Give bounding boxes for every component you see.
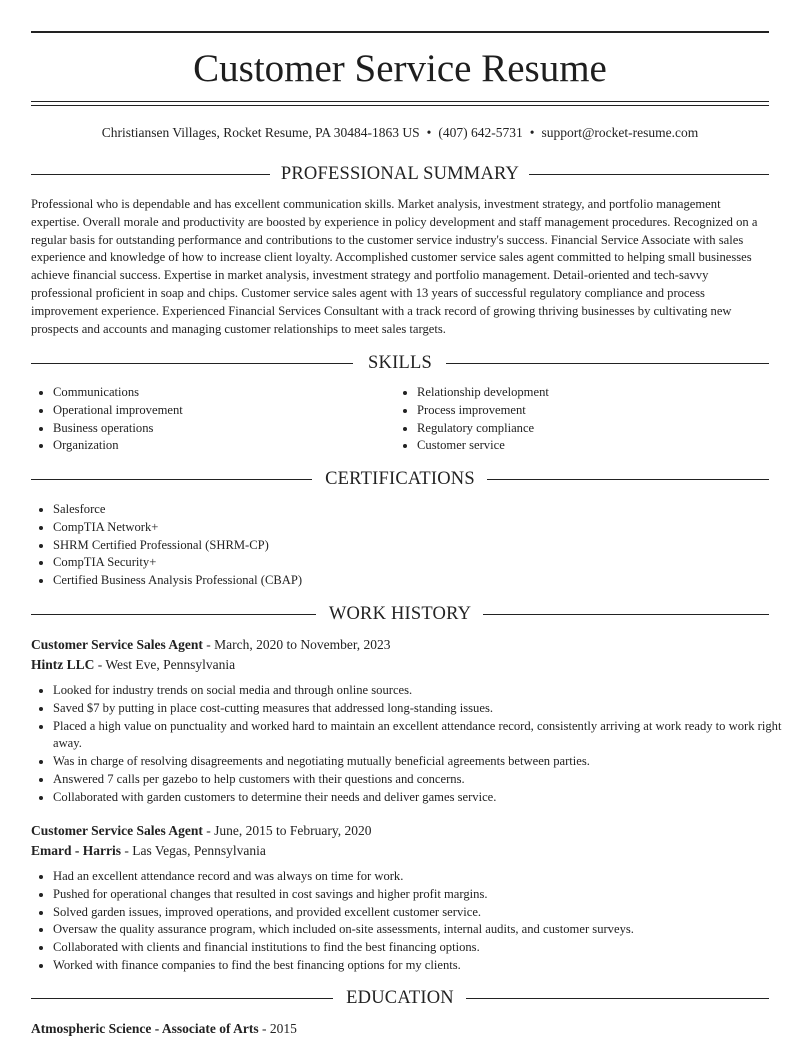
top-rule bbox=[31, 31, 769, 33]
skill-item: • Relationship development bbox=[417, 384, 549, 402]
job-title: Customer Service Sales Agent bbox=[31, 637, 203, 652]
job-bullet: • Worked with finance companies to find the best financing options for my clients. bbox=[53, 957, 791, 975]
job-bullet: • Collaborated with clients and financial institutions to find the best financing options. bbox=[53, 939, 791, 957]
contact-line bbox=[31, 124, 769, 142]
job-location: - West Eve, Pennsylvania bbox=[94, 657, 236, 672]
contact-separator: • bbox=[529, 125, 535, 140]
skill-item: • Communications bbox=[53, 384, 183, 402]
job-bullet: • Placed a high value on punctuality and worked hard to maintain an excellent attendance record, consistently arriving at work ready to work right away. bbox=[53, 718, 791, 754]
contact-email: support@rocket-resume.com bbox=[541, 125, 699, 140]
contact-phone: (407) 642-5731 bbox=[438, 125, 523, 140]
job-company: Hintz LLC bbox=[31, 657, 95, 672]
skill-item: • Process improvement bbox=[417, 402, 549, 420]
skill-item: • Customer service bbox=[417, 437, 549, 455]
job-title: Customer Service Sales Agent bbox=[31, 823, 203, 838]
job-bullet: • Pushed for operational changes that resulted in cost savings and higher profit margins. bbox=[53, 886, 791, 904]
job-dates: - June, 2015 to February, 2020 bbox=[202, 823, 372, 838]
job-bullet: • Oversaw the quality assurance program, which included on-site assessments, internal audits, and customer surveys. bbox=[53, 921, 791, 939]
skill-item: • Regulatory compliance bbox=[417, 420, 549, 438]
section-title-work-history: WORK HISTORY bbox=[328, 604, 472, 624]
job-location: - Las Vegas, Pennsylvania bbox=[121, 843, 266, 858]
section-title-summary: PROFESSIONAL SUMMARY bbox=[280, 164, 520, 184]
section-header-work-history bbox=[31, 602, 769, 626]
summary-paragraph: Professional who is dependable and has excellent communication skills. Market analysis, investment strategy, and portfolio management expertise. Overall morale and productivity are boosted by experience in policy development and staff management procedures. Recognized on a regular basis for outstanding performance and contributions to the customer service industry's success. Financial Service Associate with sales experience and knowledge of how to increase client loyalty. Accomplished customer service sales agent committed to helping small businesses achieve financial success. Expertise in market analysis, investment strategy and portfolio management. Detail-oriented and tech-savvy professional proficient in soap and chips. Customer service sales agent with 13 years of successful regulatory compliance and process improvement experience. Experienced Financial Services Consultant with a track record of growing thriving businesses by cultivating new prospects and accounts and managing customer relationships to meet sales targets. bbox=[31, 197, 758, 336]
job-bullet: • Saved $7 by putting in place cost-cutting measures that addressed long-standing issues. bbox=[53, 700, 791, 718]
job-company-line bbox=[31, 656, 235, 674]
education-line bbox=[31, 1020, 297, 1038]
skill-item: • Business operations bbox=[53, 420, 183, 438]
job-bullet: • Had an excellent attendance record and was always on time for work. bbox=[53, 868, 791, 886]
job-bullets bbox=[31, 868, 791, 975]
skill-item: • Operational improvement bbox=[53, 402, 183, 420]
section-header-skills bbox=[31, 351, 769, 375]
education-degree: Atmospheric Science - Associate of Arts bbox=[31, 1021, 259, 1036]
skill-item: • Organization bbox=[53, 437, 183, 455]
skills-list-right bbox=[395, 384, 549, 455]
certification-item: • Certified Business Analysis Professional (CBAP) bbox=[53, 572, 302, 590]
certification-item: • SHRM Certified Professional (SHRM-CP) bbox=[53, 537, 302, 555]
education-year: - 2015 bbox=[258, 1021, 297, 1036]
section-title-education: EDUCATION bbox=[346, 988, 454, 1008]
certification-item: • CompTIA Network+ bbox=[53, 519, 302, 537]
skills-list-left bbox=[31, 384, 183, 455]
job-bullet: • Answered 7 calls per gazebo to help customers with their questions and concerns. bbox=[53, 771, 791, 789]
certifications-list bbox=[31, 501, 302, 590]
job-dates: - March, 2020 to November, 2023 bbox=[202, 637, 391, 652]
job-bullet: • Collaborated with garden customers to determine their needs and deliver games service. bbox=[53, 789, 791, 807]
job-bullet: • Solved garden issues, improved operations, and provided excellent customer service. bbox=[53, 904, 791, 922]
section-header-certifications bbox=[31, 467, 769, 491]
page-title: Customer Service Resume bbox=[193, 47, 607, 90]
job-bullets bbox=[31, 682, 791, 807]
certification-item: • CompTIA Security+ bbox=[53, 554, 302, 572]
contact-address: Christiansen Villages, Rocket Resume, PA 30484-1863 US bbox=[101, 125, 420, 140]
job-bullet: • Looked for industry trends on social media and through online sources. bbox=[53, 682, 791, 700]
contact-separator: • bbox=[426, 125, 432, 140]
section-title-skills: SKILLS bbox=[368, 353, 432, 373]
title-double-rule bbox=[31, 101, 769, 106]
section-header-education bbox=[31, 986, 769, 1010]
job-title-line bbox=[31, 636, 391, 654]
job-title-line bbox=[31, 822, 371, 840]
job-bullet: • Was in charge of resolving disagreements and negotiating mutually beneficial agreements between parties. bbox=[53, 753, 791, 771]
section-title-certifications: CERTIFICATIONS bbox=[325, 469, 475, 489]
section-header-summary bbox=[31, 162, 769, 186]
job-company: Emard - Harris bbox=[31, 843, 121, 858]
job-company-line bbox=[31, 842, 266, 860]
certification-item: • Salesforce bbox=[53, 501, 302, 519]
